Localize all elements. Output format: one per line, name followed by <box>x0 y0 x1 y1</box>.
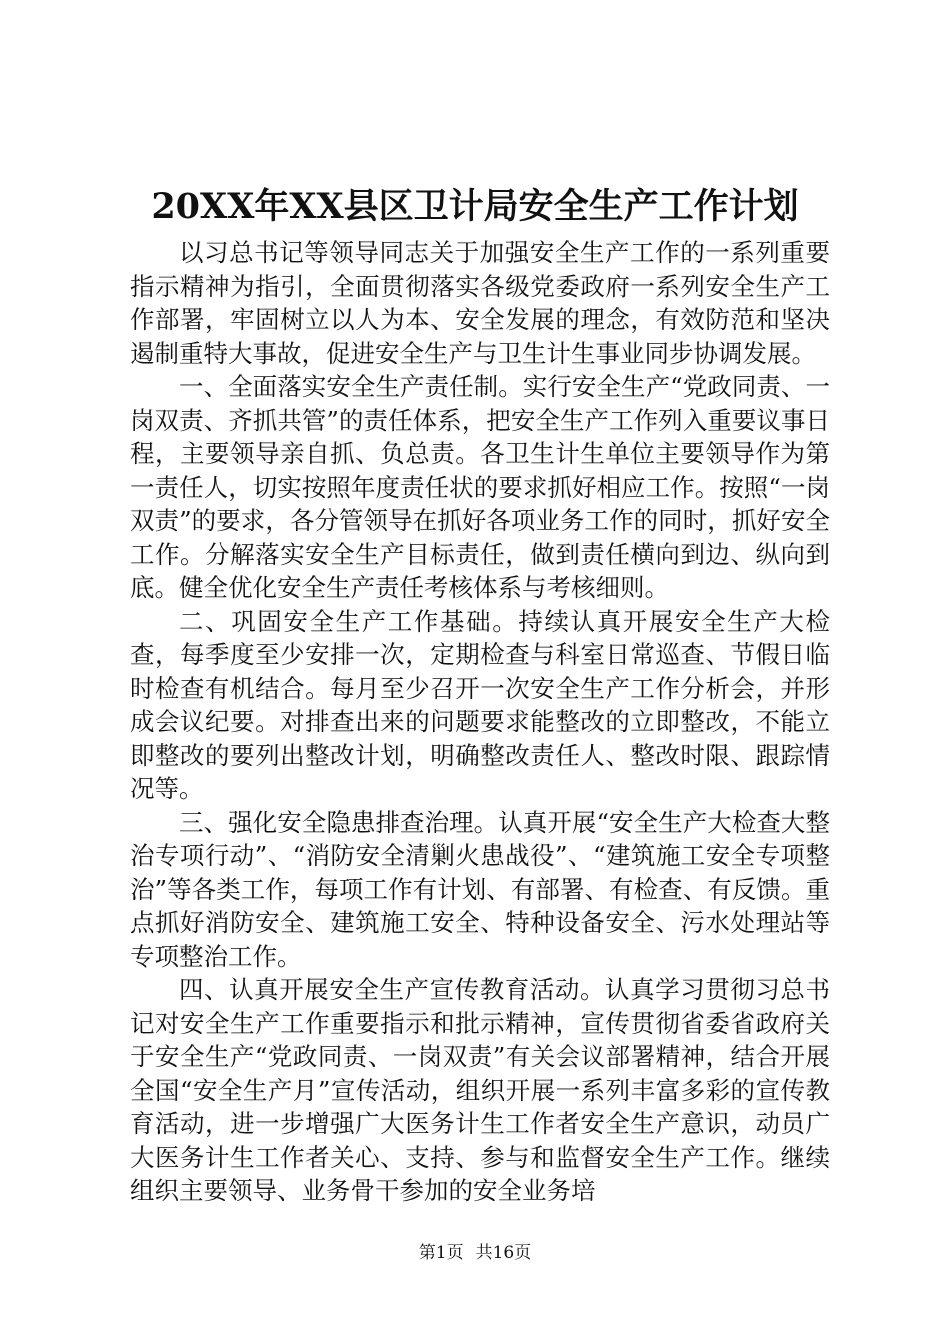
section-1-paragraph: 一、全面落实安全生产责任制。实行安全生产“党政同责、一岗双责、齐抓共管”的责任体系，把安全生产工作列入重要议事日程，主要领导亲自抓、负总责。各卫生计生单位主要领导作为第一责任人，切实按照年度责任状的要求抓好相应工作。按照“一岗双责”的要求，各分管领导在抓好各项业务工作的同时，抓好安全工作。分解落实安全生产目标责任，做到责任横向到边、纵向到底。健全优化安全生产责任考核体系与考核细则。 <box>130 372 830 602</box>
section-4-paragraph: 四、认真开展安全生产宣传教育活动。认真学习贯彻习总书记对安全生产工作重要指示和批示精神，宣传贯彻省委省政府关于安全生产“党政同责、一岗双责”有关会议部署精神，结合开展全国“安全生产月”宣传活动，组织开展一系列丰富多彩的宣传教育活动，进一步增强广大医务计生工作者安全生产意识，动员广大医务计生工作者关心、支持、参与和监督安全生产工作。继续组织主要领导、业务骨干参加的安全业务培 <box>130 975 830 1205</box>
document-body <box>130 236 830 1208</box>
section-3-paragraph: 三、强化安全隐患排查治理。认真开展“安全生产大检查大整治专项行动”、“消防安全清剿火患战役”、“建筑施工安全专项整治”等各类工作，每项工作有计划、有部署、有检查、有反馈。重点抓好消防安全、建筑施工安全、特种设备安全、污水处理站等专项整治工作。 <box>130 807 830 971</box>
page-number: 第1页 <box>418 1243 464 1263</box>
page-footer <box>0 1242 950 1264</box>
section-2-paragraph: 二、巩固安全生产工作基础。持续认真开展安全生产大检查，每季度至少安排一次，定期检查与科室日常巡查、节假日临时检查有机结合。每月至少召开一次安全生产工作分析会，并形成会议纪要。对排查出来的问题要求能整改的立即整改，不能立即整改的要列出整改计划，明确整改责任人、整改时限、跟踪情况等。 <box>130 606 830 803</box>
page-total: 共16页 <box>475 1243 532 1263</box>
intro-paragraph: 以习总书记等领导同志关于加强安全生产工作的一系列重要指示精神为指引，全面贯彻落实各级党委政府一系列安全生产工作部署，牢固树立以人为本、安全发展的理念，有效防范和坚决遏制重特大事故，促进安全生产与卫生计生事业同步协调发展。 <box>130 238 830 368</box>
document-title: 20XX年XX县区卫计局安全生产工作计划 <box>151 186 799 227</box>
